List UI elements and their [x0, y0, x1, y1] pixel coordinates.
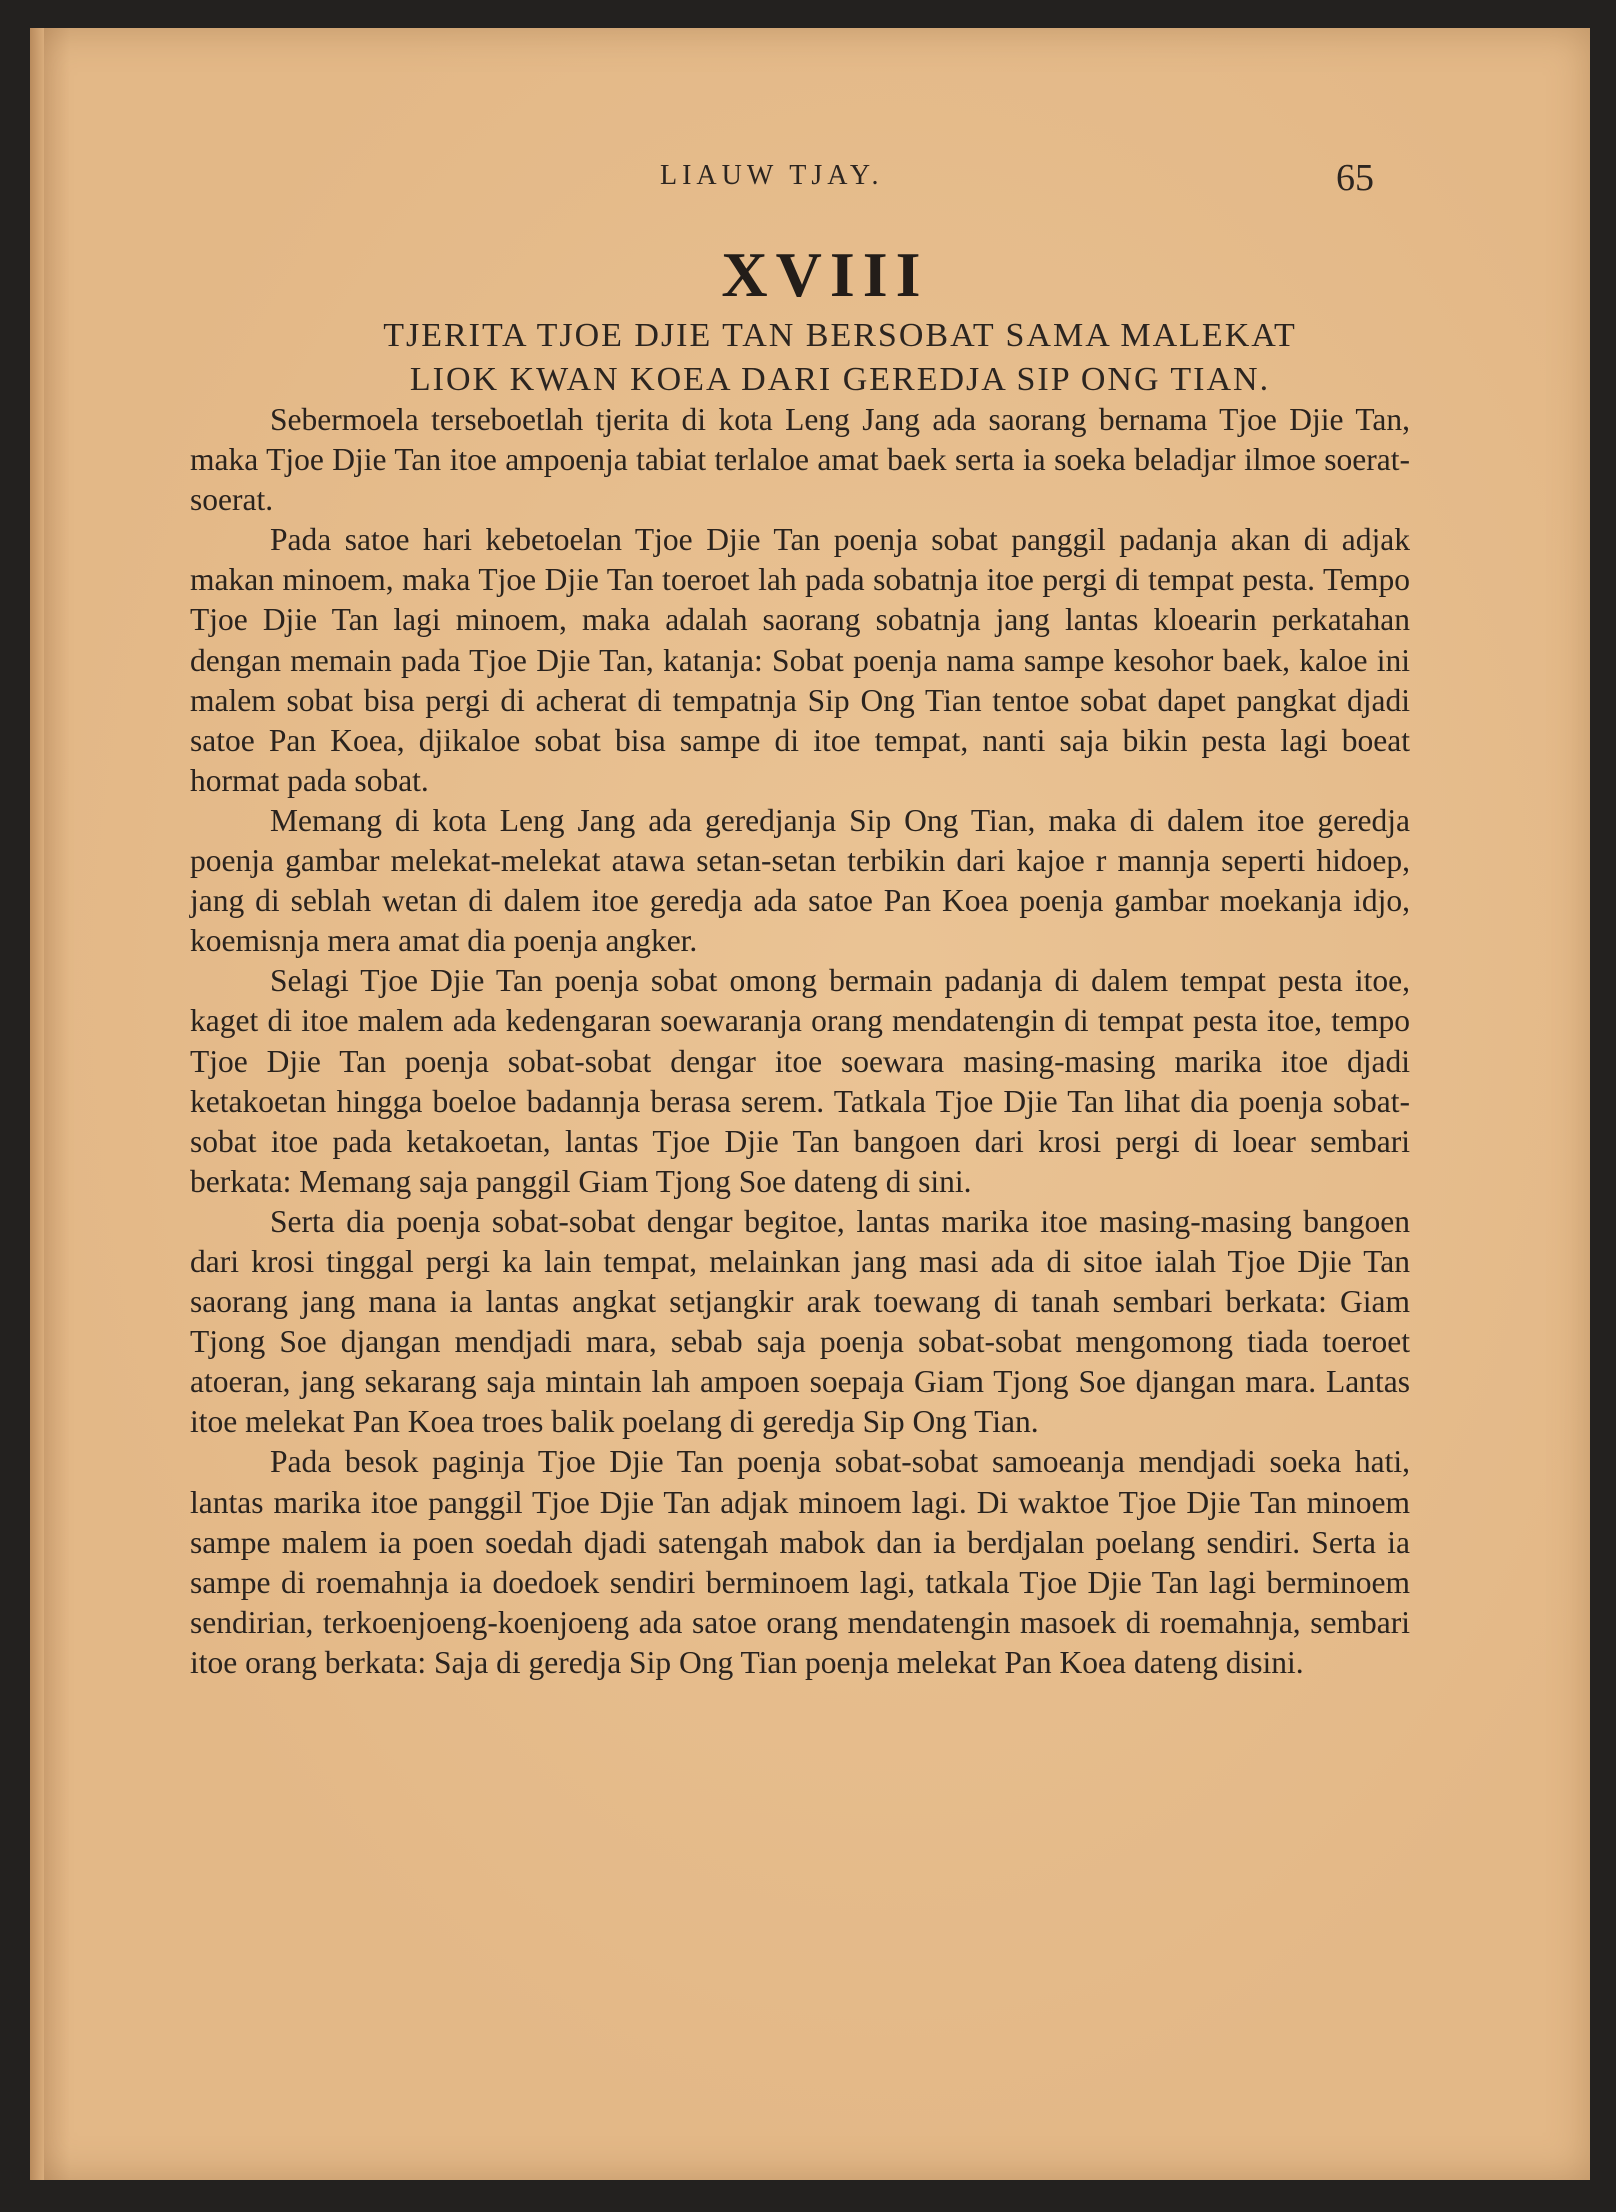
body-text — [190, 400, 1410, 1683]
paragraph: Pada satoe hari kebetoelan Tjoe Djie Tan poenja sobat panggil padanja akan di adjak makan minoem, maka Tjoe Djie Tan toeroet lah pada sobatnja itoe pergi di tempat pesta. Tempo Tjoe Djie Tan lagi minoem, maka adalah saorang sobatnja jang lantas kloearin perkatahan dengan memain pada Tjoe Djie Tan, katanja: Sobat poenja nama sampe kesohor baek, kaloe ini malem sobat bisa pergi di acherat di tempatnja Sip Ong Tian tentoe sobat dapet pangkat djadi satoe Pan Koea, djikaloe sobat bisa sampe di itoe tempat, nanti saja bikin pesta lagi boeat hormat pada sobat. — [190, 522, 1410, 798]
paragraph: Selagi Tjoe Djie Tan poenja sobat omong bermain padanja di dalem tempat pesta itoe, kaget di itoe malem ada kedengaran soewaranja orang mendatengin di tempat pesta itoe, tempo Tjoe Djie Tan poenja sobat-sobat dengar itoe soewara masing-masing marika itoe djadi ketakoetan hingga boeloe badannja berasa serem. Tatkala Tjoe Djie Tan lihat dia poenja sobat-sobat itoe pada ketakoetan, lantas Tjoe Djie Tan bangoen dari krosi pergi di loear sembari berkata: Memang saja panggil Giam Tjong Soe dateng di sini. — [190, 963, 1410, 1199]
chapter-title-line-2: LIOK KWAN KOEA DARI GEREDJA SIP ONG TIAN. — [409, 361, 1271, 398]
page-number: 65 — [1336, 157, 1374, 199]
book-page — [30, 28, 1590, 2180]
paragraph: Sebermoela terseboetlah tjerita di kota Leng Jang ada saorang bernama Tjoe Djie Tan, maka Tjoe Djie Tan itoe ampoenja tabiat terlaloe amat baek serta ia soeka beladjar ilmoe soerat-soerat. — [190, 402, 1410, 518]
paragraph: Memang di kota Leng Jang ada geredjanja Sip Ong Tian, maka di dalem itoe geredja poenja gambar melekat-melekat atawa setan-setan terbikin dari kajoe r mannja seperti hidoep, jang di seblah wetan di dalem itoe geredja ada satoe Pan Koea poenja gambar moekanja idjo, koemisnja mera amat dia poenja angker. — [190, 802, 1410, 959]
chapter-number: XVIII — [721, 239, 929, 310]
paragraph: Pada besok paginja Tjoe Djie Tan poenja sobat-sobat samoeanja mendjadi soeka hati, lantas marika itoe panggil Tjoe Djie Tan adjak minoem lagi. Di waktoe Tjoe Djie Tan minoem sampe malem ia poen soedah djadi satengah mabok dan ia berdjalan poelang sendiri. Serta ia sampe di roemahnja ia doedoek sendiri berminoem lagi, tatkala Tjoe Djie Tan lagi berminoem sendirian, terkoenjoeng-koenjoeng ada satoe orang mendatengin masoek di roemahnja, sembari itoe orang berkata: Saja di geredja Sip Ong Tian poenja melekat Pan Koea dateng disini. — [190, 1444, 1410, 1680]
page-header — [30, 157, 1590, 200]
running-title: LIAUW TJAY. — [660, 160, 884, 191]
chapter-title — [30, 314, 1590, 402]
chapter-title-line-1: TJERITA TJOE DJIE TAN BERSOBAT SAMA MALEKAT — [383, 317, 1297, 354]
paragraph: Serta dia poenja sobat-sobat dengar begitoe, lantas marika itoe masing-masing bangoen dari krosi tinggal pergi ka lain tempat, melainkan jang masi ada di sitoe ialah Tjoe Djie Tan saorang jang mana ia lantas angkat setjangkir arak toewang di tanah sembari berkata: Giam Tjong Soe djangan mendjadi mara, sebab saja poenja sobat-sobat mengomong tiada toeroet atoeran, jang sekarang saja mintain lah ampoen soepaja Giam Tjong Soe djangan mara. Lantas itoe melekat Pan Koea troes balik poelang di geredja Sip Ong Tian. — [190, 1203, 1410, 1440]
